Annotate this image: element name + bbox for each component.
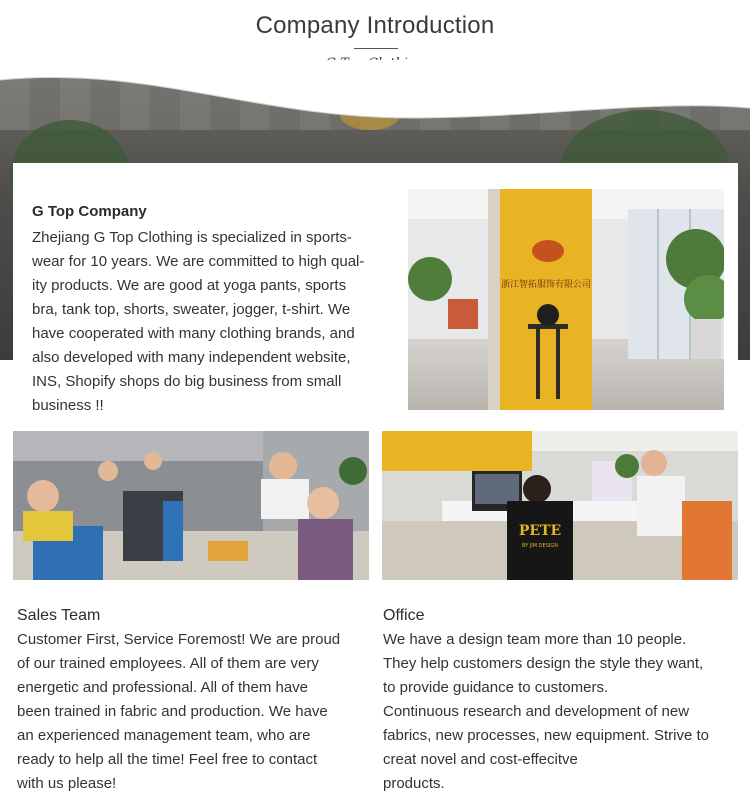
title-divider [354,48,398,49]
office-line: products. [383,775,445,792]
sales-line: of our trained employees. All of them are very [17,655,319,672]
company-description [32,226,392,418]
company-heading: G Top Company [32,203,147,220]
company-line: wear for 10 years. We are committed to high qual- [32,253,365,270]
page-title: Company Introduction [255,12,495,39]
office-heading: Office [383,607,425,624]
company-line: business !! [32,397,104,414]
wave-divider [0,60,750,180]
company-line: ity products. We are good at yoga pants, sports [32,277,347,294]
office-line: They help customers design the style they want, [383,655,704,672]
sales-line: been trained in fabric and production. We have [17,703,328,720]
company-line: have cooperated with many clothing brands, and [32,325,355,342]
company-line: bra, tank top, shorts, sweater, jogger, t-shirt. We [32,301,351,318]
sales-line: an experienced management team, who are [17,727,311,744]
company-sign-text: 浙江智拓服饰有限公司 [500,280,592,290]
company-line: also developed with many independent website, [32,349,351,366]
company-line: Zhejiang G Top Clothing is specialized in sports- [32,229,352,246]
sales-team-photo [13,431,369,580]
office-line: Continuous research and development of new [383,703,690,720]
company-line: INS, Shopify shops do big business from small [32,373,342,390]
shirt-print-text: PETE [518,523,562,539]
sales-team-description [17,628,377,796]
office-description [383,628,743,796]
office-line: We have a design team more than 10 people. [383,631,687,648]
sales-line: with us please! [17,775,117,792]
sales-line: Customer First, Service Foremost! We are proud [17,631,341,648]
office-line: fabrics, new processes, new equipment. Strive to [383,727,709,744]
reception-photo [408,189,724,410]
office-photo [382,431,738,580]
sales-team-heading: Sales Team [17,607,101,624]
sales-line: energetic and professional. All of them have [17,679,309,696]
office-line: creat novel and cost-effecitve [383,751,578,768]
sales-line: ready to help all the time! Feel free to contact [17,751,318,768]
office-line: to provide guidance to customers. [383,679,609,696]
shirt-print-subtext: BY JIM DESIGN [522,543,558,549]
